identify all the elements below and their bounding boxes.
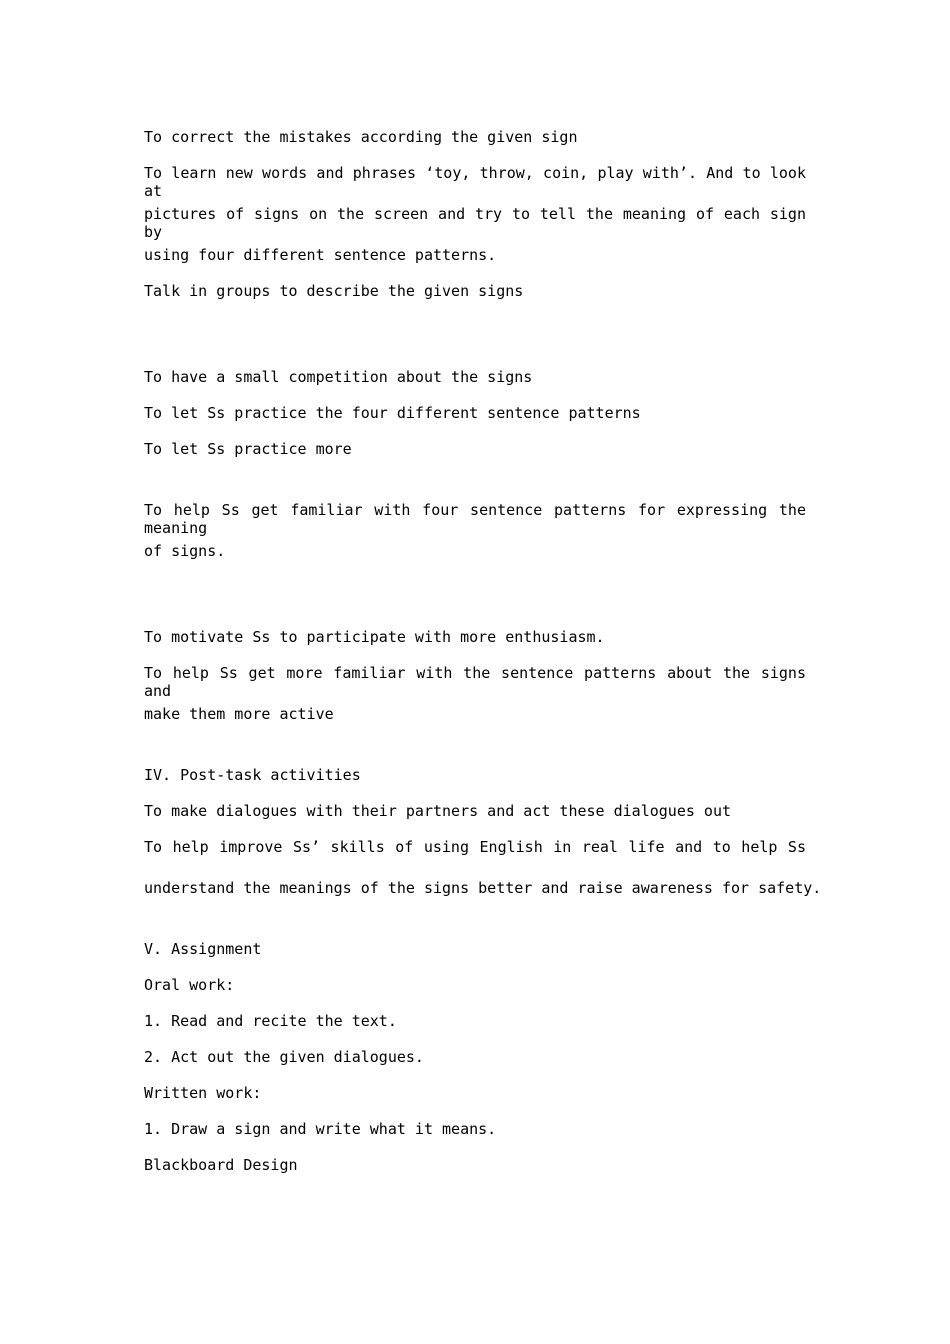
text-line-more-familiar: To help Ss get more familiar with the sentence patterns about the signs and — [144, 664, 806, 700]
text-line-improve-skills: To help improve Ss’ skills of using English in real life and to help Ss — [144, 838, 806, 856]
text-line-of-signs: of signs. — [144, 542, 226, 560]
text-line-new-words: To learn new words and phrases ‘toy, throw, coin, play with’. And to look at — [144, 164, 806, 200]
text-line-draw-sign: 1. Draw a sign and write what it means. — [144, 1120, 497, 1138]
text-line-competition: To have a small competition about the signs — [144, 368, 533, 386]
section-heading-post-task: IV. Post-task activities — [144, 766, 361, 784]
text-line-talk-in-groups: Talk in groups to describe the given signs — [144, 282, 524, 300]
text-line-make-dialogues: To make dialogues with their partners and act these dialogues out — [144, 802, 731, 820]
text-line-sentence-patterns: using four different sentence patterns. — [144, 246, 497, 264]
text-line-pictures-of-signs: pictures of signs on the screen and try to tell the meaning of each sign by — [144, 205, 806, 241]
text-line-read-recite: 1. Read and recite the text. — [144, 1012, 397, 1030]
text-line-act-out: 2. Act out the given dialogues. — [144, 1048, 424, 1066]
text-line-motivate: To motivate Ss to participate with more enthusiasm. — [144, 628, 605, 646]
text-line-more-active: make them more active — [144, 705, 334, 723]
text-line-oral-work: Oral work: — [144, 976, 235, 994]
text-line-understand-meanings: understand the meanings of the signs better and raise awareness for safety. — [144, 879, 822, 897]
text-line-practice-patterns: To let Ss practice the four different sentence patterns — [144, 404, 641, 422]
text-line-blackboard-design: Blackboard Design — [144, 1156, 298, 1174]
text-line-practice-more: To let Ss practice more — [144, 440, 352, 458]
text-line-get-familiar: To help Ss get familiar with four sentence patterns for expressing the meaning — [144, 501, 806, 537]
text-line-correct-mistakes: To correct the mistakes according the given sign — [144, 128, 578, 146]
text-line-written-work: Written work: — [144, 1084, 262, 1102]
section-heading-assignment: V. Assignment — [144, 940, 262, 958]
